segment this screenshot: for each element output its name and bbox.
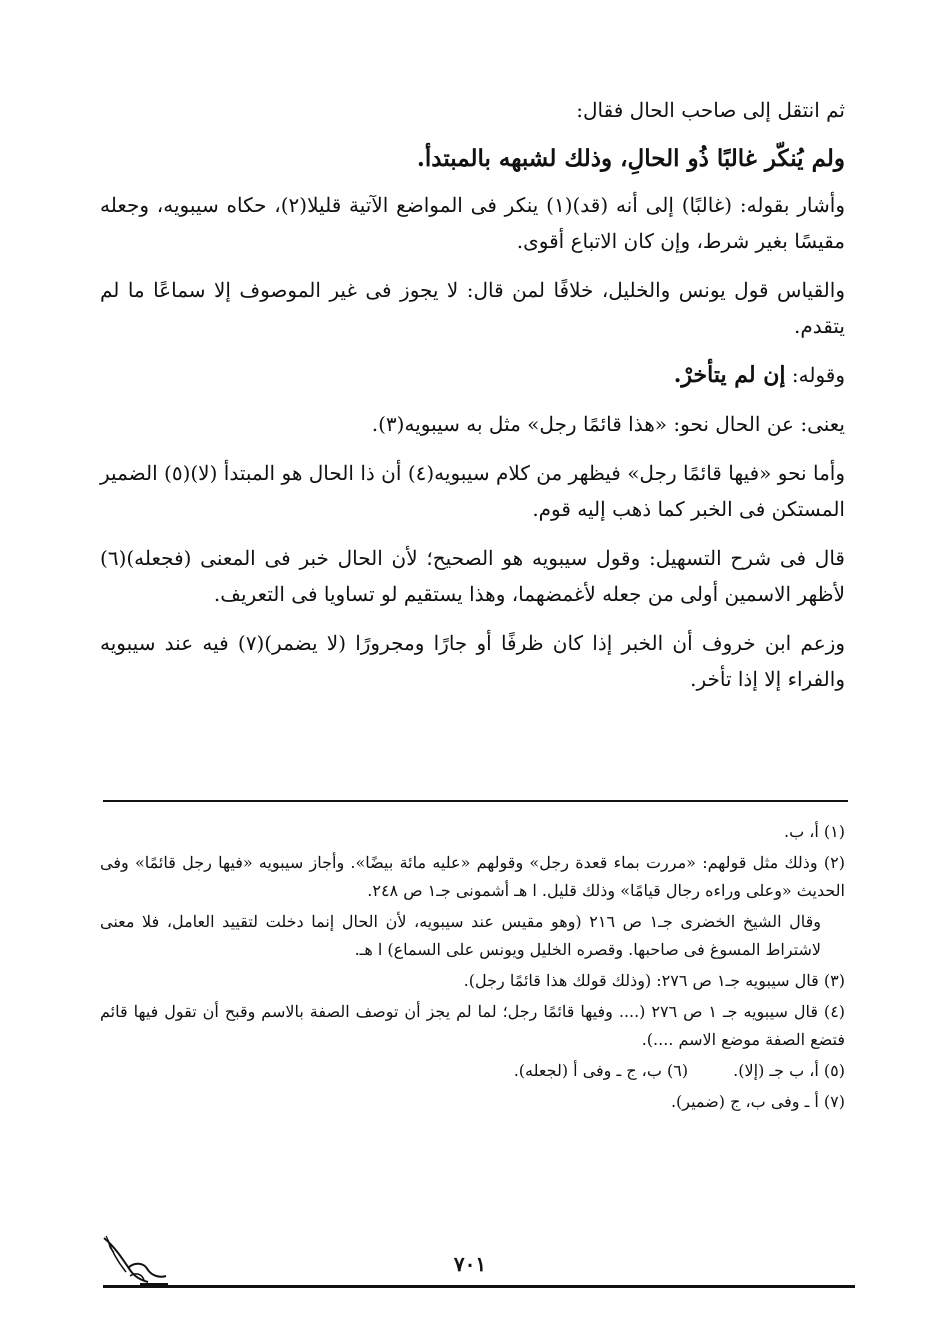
footnote-2: (٢) وذلك مثل قولهم: «مررت بماء قعدة رجل» وقولهم «عليه مائة بيضًا». وأجاز سيبويه «فيها رجل قائمًا» وفى الحديث «وعلى وراءه رجال قيامًا» وذلك قليل. ا هـ أشمونى جـ١ ص ٢٤٨.: [100, 853, 845, 900]
footnote-5: (٥) أ، ب جـ (إلا).: [733, 1061, 845, 1080]
paragraph-1: ثم انتقل إلى صاحب الحال فقال:: [576, 98, 845, 122]
paragraph-4: [100, 357, 845, 393]
paragraph-8: وزعم ابن خروف أن الخبر إذا كان ظرفًا أو جارًا ومجرورًا (لا يضمر)(٧) فيه عند سيبويه والفراء إلا إذا تأخر.: [100, 631, 845, 691]
footnote-6: (٦) ب، ج ـ وفى أ (لجعله).: [513, 1061, 689, 1080]
page-number: ٧٠١: [453, 1252, 487, 1276]
paragraph-7: قال فى شرح التسهيل: وقول سيبويه هو الصحيح؛ لأن الحال خبر فى المعنى (فجعله)(٦) لأظهر الاسمين أولى من جعله لأغمضهما، وهذا يستقيم لو تساويا فى التعريف.: [100, 546, 845, 606]
main-text: [100, 92, 845, 710]
paragraph-4-lead: وقوله:: [791, 363, 845, 387]
paragraph-6: وأما نحو «فيها قائمًا رجل» فيظهر من كلام سيبويه(٤) أن ذا الحال هو المبتدأ (لا)(٥) الضمير المستكن فى الخبر كما ذهب إليه قوم.: [100, 461, 845, 521]
footnote-separator: [103, 800, 848, 802]
footnote-7: (٧) أ ـ وفى ب، ج (ضمير).: [670, 1092, 845, 1111]
footnotes: [100, 818, 845, 1119]
bottom-rule: [103, 1285, 855, 1288]
footnote-3: (٣) قال سيبويه جـ١ ص ٢٧٦: (وذلك قولك هذا قائمًا رجل).: [463, 971, 845, 990]
verse-line: ولم يُنكّر غالبًا ذُو الحالِ، وذلك لشبهه بالمبتدأ.: [416, 145, 845, 172]
paragraph-4-verse: إن لم يتأخرْ.: [673, 362, 786, 388]
footnote-4: (٤) قال سيبويه جـ ١ ص ٢٧٦ (.... وفيها قائمًا رجل؛ لما لم يجز أن توصف الصفة بالاسم وقبح أن تقول فيها قائم فتضع الصفة موضع الاسم ....).: [100, 1002, 846, 1049]
paragraph-3: والقياس قول يونس والخليل، خلافًا لمن قال: لا يجوز فى غير الموصوف إلا سماعًا ما لم يتقدم.: [100, 278, 845, 338]
footnote-1: (١) أ، ب.: [783, 822, 845, 841]
paragraph-5: يعنى: عن الحال نحو: «هذا قائمًا رجل» مثل به سيبويه(٣).: [371, 412, 845, 436]
footnote-5-6: [100, 1057, 845, 1085]
paragraph-2: وأشار بقوله: (غالبًا) إلى أنه (قد)(١) ينكر فى المواضع الآتية قليلا(٢)، حكاه سيبويه، وجعله مقيسًا بغير شرط، وإن كان الاتباع أقوى.: [100, 193, 845, 253]
footnote-2-continued: وقال الشيخ الخضرى جـ١ ص ٢١٦ (وهو مقيس عند سيبويه، لأن الحال إنما دخلت لتقييد العامل، فلا معنى لاشتراط المسوغ فى صاحبها. وقصره الخليل ويونس على السماع) ا هـ.: [100, 912, 821, 959]
quill-ornament-icon: [100, 1232, 170, 1288]
